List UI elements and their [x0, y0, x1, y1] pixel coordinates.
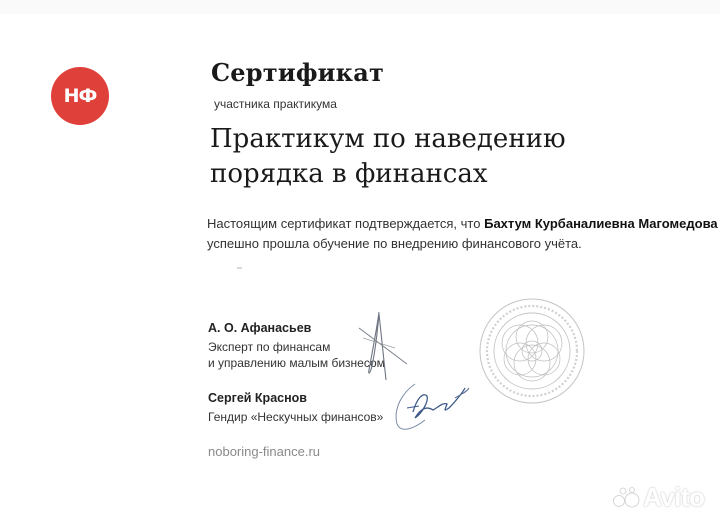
stray-mark [237, 267, 242, 269]
signer-role-line1: Эксперт по финансам [208, 340, 331, 354]
recipient-name: Бахтум Курбаналиевна Магомедова [484, 216, 718, 231]
avito-watermark [612, 482, 705, 513]
signer-name: А. О. Афанасьев [208, 321, 312, 335]
course-title-line2: порядка в финансах [210, 159, 488, 189]
confirmation-text [207, 216, 718, 231]
signature-krasnov-icon [385, 378, 475, 438]
company-logo [51, 67, 109, 125]
course-title [210, 122, 630, 192]
top-strip [0, 0, 720, 14]
logo-text: НФ [63, 85, 97, 107]
signer-krasnov [208, 391, 383, 425]
certificate-subtitle: участника практикума [214, 97, 337, 111]
confirmation-prefix: Настоящим сертификат подтверждается, что [207, 216, 485, 231]
signer-role: Гендир «Нескучных финансов» [208, 410, 384, 424]
signature-afanasyev-icon [355, 308, 435, 388]
seal-stamp-icon [478, 297, 586, 405]
certificate-title: Сертификат [211, 58, 385, 87]
website-link[interactable]: noboring-finance.ru [208, 444, 321, 459]
signer-name: Сергей Краснов [208, 391, 307, 405]
completion-text: успешно прошла обучение по внедрению финансового учёта. [207, 236, 582, 251]
avito-text: Avito [643, 482, 705, 512]
course-title-line1: Практикум по наведению [210, 124, 566, 154]
avito-dots-icon [612, 487, 640, 509]
signer-role-line2: и управлению малым бизнесом [208, 356, 385, 370]
